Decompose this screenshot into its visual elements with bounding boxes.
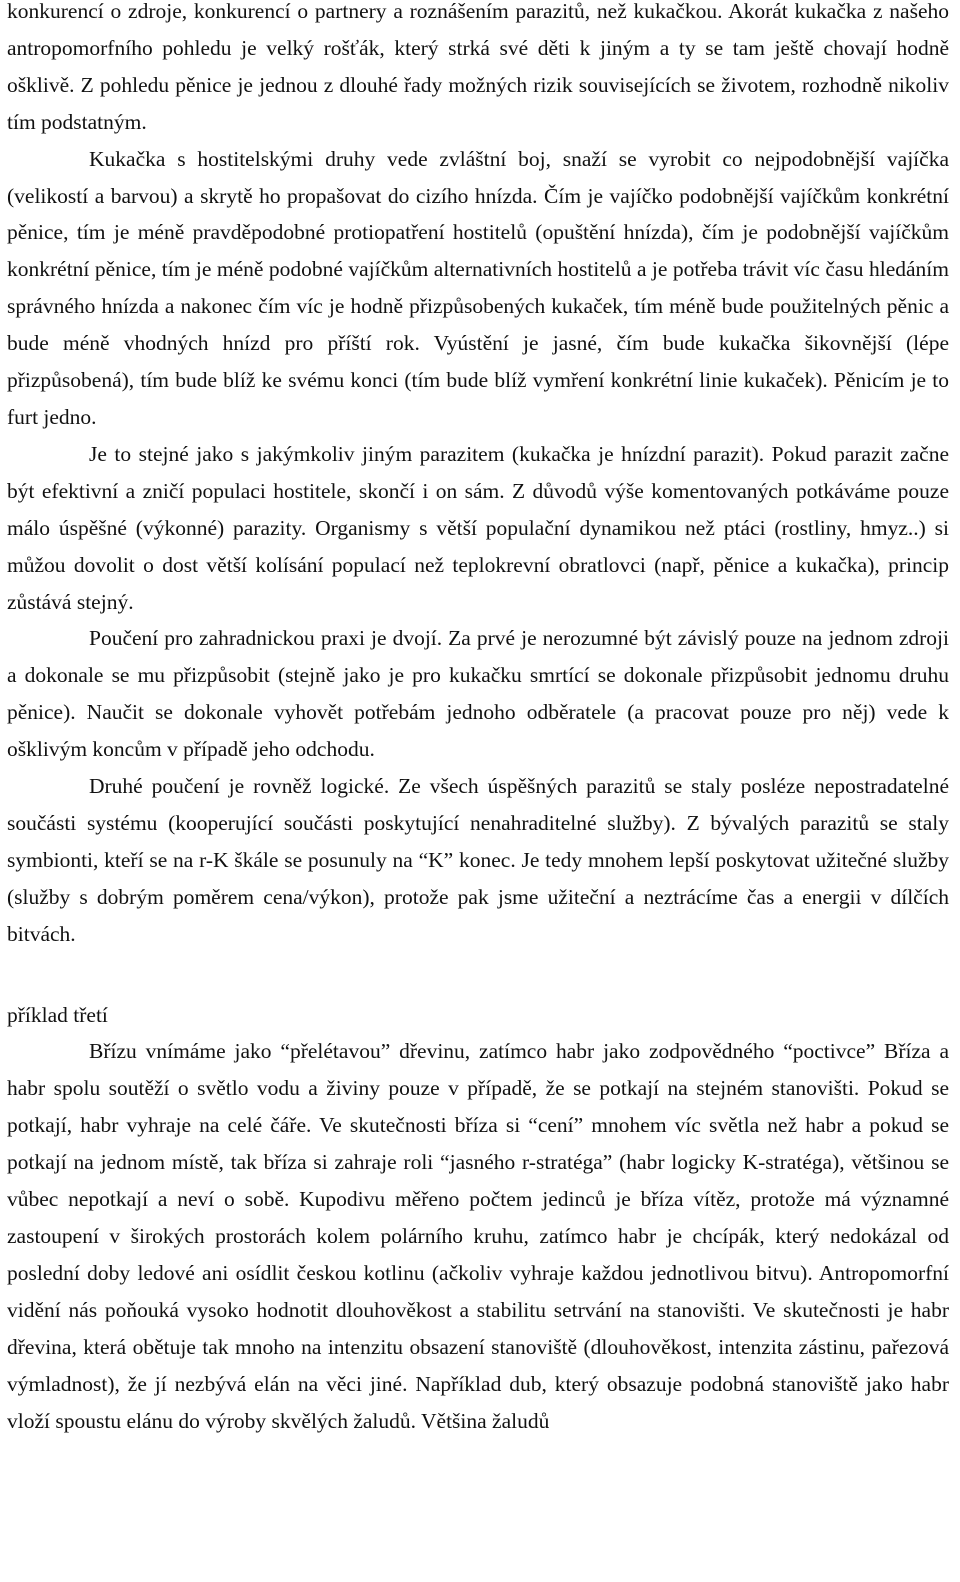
paragraph-kukacka-boj: Kukačka s hostitelskými druhy vede zvláštní boj, snaží se vyrobit co nejpodobnější vajíčka (velikostí a barvou) a skrytě ho propašovat do cizího hnízda. Čím je vajíčko podobnější vajíčkům konkrétní pěnice, tím je méně pravděpodobné protiopatření hostitelů (opuštění hnízda), čím je podobnější vajíčkům konkrétní pěnice, tím je méně podobné vajíčkům alternativních hostitelů a je potřeba trávit víc času hledáním správného hnízda a nakonec čím víc je hodně přizpůsobených kukaček, tím méně bude použitelných pěnic a bude méně vhodných hnízd pro příští rok. Vyústění je jasné, čím bude kukačka šikovnější (lépe přizpůsobená), tím bude blíž ke svému konci (tím bude blíž vymření konkrétní linie kukaček). Pěnicím je to furt jedno.: [7, 146, 949, 429]
section-heading: příklad třetí: [7, 1002, 108, 1027]
paragraph-parazit: Je to stejné jako s jakýmkoliv jiným parazitem (kukačka je hnízdní parazit). Pokud parazit začne být efektivní a zničí populaci hostitele, skončí i on sám. Z důvodů výše komentovaných potkáváme pouze málo úspěšné (výkonné) parazity. Organismy s větší populační dynamikou než ptáci (rostliny, hmyz..) si můžou dovolit o dost větší kolísání populací než teplokrevní obratlovci (např, pěnice a kukačka), princip zůstává stejný.: [7, 441, 949, 614]
document-page: [7, 0, 949, 1439]
paragraph-pouceni-druhe: Druhé poučení je rovněž logické. Ze všech úspěšných parazitů se staly posléze nepostradatelné součásti systému (kooperující součásti poskytující nenahraditelné služby). Z bývalých parazitů se staly symbionti, kteří se na r-K škále se posunuly na “K” konec. Je tedy mnohem lepší poskytovat užitečné služby (služby s dobrým poměrem cena/výkon), protože pak jsme užiteční a neztrácíme čas a energii v dílčích bitvách.: [7, 774, 949, 946]
paragraph-briza-habr: Břízu vnímáme jako “přelétavou” dřevinu, zatímco habr jako zodpovědného “poctivce” Bříza a habr spolu soutěží o světlo vodu a živiny pouze v případě, že se potkají na stejném stanovišti. Pokud se potkají, habr vyhraje na celé čáře. Ve skutečnosti bříza si “cení” mnohem víc světla než habr a pokud se potkají na jednom místě, tak bříza si zahraje roli “jasného r-stratéga” (habr logicky K-stratéga), většinou se vůbec nepotkají a neví o sobě. Kupodivu měřeno počtem jedinců je bříza vítěz, protože má významné zastoupení v širokých prostorách kolem polárního kruhu, zatímco habr je chcípák, který nedokázal od poslední doby ledové ani osídlit českou kotlinu (ačkoliv vyhraje každou jednotlivou bitvu). Antropomorfní vidění nás poňouká vysoko hodnotit dlouhověkost a stabilitu setrvání na stanovišti. Ve skutečnosti je habr dřevina, která obětuje tak mnoho na intenzitu obsazení stanoviště (dlouhověkost, intenzita zástinu, pařezová výmladnost), že jí nezbývá elán na věci jiné. Například dub, který obsazuje podobná stanoviště jako habr vloží spoustu elánu do výroby skvělých žaludů. Většina žaludů: [7, 1039, 949, 1433]
paragraph-pouceni-prvni: Poučení pro zahradnickou praxi je dvojí. Za prvé je nerozumné být závislý pouze na jednom zdroji a dokonale se mu přizpůsobit (stejně jako je pro kukačku smrtící se dokonale přizpůsobit jednomu druhu pěnice). Naučit se dokonale vyhovět potřebám jednoho odběratele (a pracovat pouze pro něj) vede k ošklivým koncům v případě jeho odchodu.: [7, 626, 949, 762]
paragraph-kukacka-intro: konkurencí o zdroje, konkurencí o partnery a roznášením parazitů, než kukačkou. Akorát kukačka z našeho antropomorfního pohledu je velký rošťák, který strká své děti k jiným a ty se tam ještě chovají hodně ošklivě. Z pohledu pěnice je jednou z dlouhé řady možných rizik souvisejících se životem, rozhodně nikoliv tím podstatným.: [7, 0, 949, 134]
